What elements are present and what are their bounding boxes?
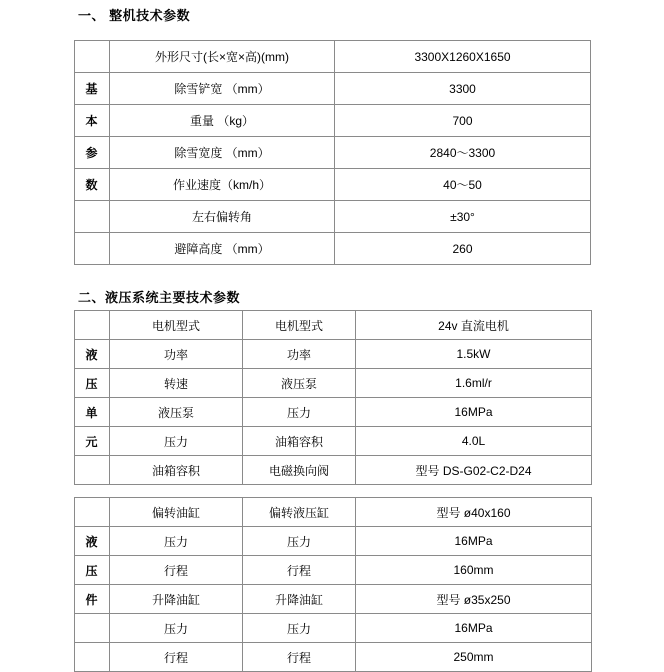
parameter-value-cell: 3300X1260X1650 [335, 41, 591, 73]
table-row [75, 201, 591, 233]
component-cell: 转速 [110, 369, 243, 398]
row-label-cell: 单 [75, 398, 110, 427]
row-label-cell [75, 311, 110, 340]
table-row [75, 398, 592, 427]
row-label-cell: 数 [75, 169, 110, 201]
parameter-value-cell: 型号 ø35x250 [356, 585, 592, 614]
table-row [75, 427, 592, 456]
parameter-name-cell: 升降油缸 [243, 585, 356, 614]
parameter-value-cell: 24v 直流电机 [356, 311, 592, 340]
parameter-name-cell: 左右偏转角 [110, 201, 335, 233]
parameter-value-cell: 型号 ø40x160 [356, 498, 592, 527]
table-row [75, 169, 591, 201]
parameter-name-cell: 避障高度 （mm） [110, 233, 335, 265]
component-cell: 行程 [110, 643, 243, 672]
table-row [75, 585, 592, 614]
row-label-cell: 件 [75, 585, 110, 614]
spacer-cell [356, 485, 592, 498]
parameter-name-cell: 除雪宽度 （mm） [110, 137, 335, 169]
row-label-cell [75, 498, 110, 527]
parameter-name-cell: 偏转液压缸 [243, 498, 356, 527]
parameter-value-cell: 160mm [356, 556, 592, 585]
parameter-value-cell: 3300 [335, 73, 591, 105]
component-cell: 压力 [110, 427, 243, 456]
row-label-cell [75, 614, 110, 643]
table-row [75, 105, 591, 137]
parameter-value-cell: 型号 DS-G02-C2-D24 [356, 456, 592, 485]
spacer-cell [75, 485, 110, 498]
row-label-cell: 基 [75, 73, 110, 105]
hydraulic-parameters-table [74, 310, 592, 672]
table-row [75, 340, 592, 369]
parameter-value-cell: 250mm [356, 643, 592, 672]
table-row [75, 311, 592, 340]
table-row [75, 456, 592, 485]
parameter-value-cell: 16MPa [356, 527, 592, 556]
parameter-name-cell: 压力 [243, 614, 356, 643]
spacer-cell [243, 485, 356, 498]
component-cell: 行程 [110, 556, 243, 585]
parameter-name-cell: 压力 [243, 398, 356, 427]
row-label-cell: 元 [75, 427, 110, 456]
table-row [75, 41, 591, 73]
table-row [75, 556, 592, 585]
table-row [75, 137, 591, 169]
table-row [75, 643, 592, 672]
parameter-value-cell: 4.0L [356, 427, 592, 456]
parameter-value-cell: 2840～3300 [335, 137, 591, 169]
table-row [75, 369, 592, 398]
row-label-cell [75, 41, 110, 73]
parameter-value-cell: 40～50 [335, 169, 591, 201]
parameter-name-cell: 重量 （kg） [110, 105, 335, 137]
component-cell: 偏转油缸 [110, 498, 243, 527]
parameter-name-cell: 行程 [243, 556, 356, 585]
parameter-value-cell: 16MPa [356, 398, 592, 427]
row-label-cell: 压 [75, 369, 110, 398]
row-label-cell: 液 [75, 527, 110, 556]
table-group-spacer [75, 485, 592, 498]
spacer-cell [110, 485, 243, 498]
component-cell: 压力 [110, 527, 243, 556]
parameter-name-cell: 除雪铲宽 （mm） [110, 73, 335, 105]
parameter-name-cell: 电机型式 [243, 311, 356, 340]
row-label-cell: 液 [75, 340, 110, 369]
parameter-value-cell: 260 [335, 233, 591, 265]
parameter-name-cell: 电磁换向阀 [243, 456, 356, 485]
parameter-value-cell: 1.5kW [356, 340, 592, 369]
section-heading-2: 二、液压系统主要技术参数 [78, 290, 241, 305]
parameter-value-cell: 16MPa [356, 614, 592, 643]
table-row [75, 527, 592, 556]
parameter-name-cell: 功率 [243, 340, 356, 369]
component-cell: 压力 [110, 614, 243, 643]
row-label-cell [75, 233, 110, 265]
row-label-cell: 参 [75, 137, 110, 169]
parameter-name-cell: 外形尺寸(长×宽×高)(mm) [110, 41, 335, 73]
component-cell: 升降油缸 [110, 585, 243, 614]
parameter-name-cell: 作业速度（km/h） [110, 169, 335, 201]
parameter-value-cell: ±30° [335, 201, 591, 233]
parameter-value-cell: 700 [335, 105, 591, 137]
parameter-value-cell: 1.6ml/r [356, 369, 592, 398]
row-label-cell [75, 201, 110, 233]
basic-parameters-table [74, 40, 591, 265]
table-row [75, 233, 591, 265]
table-row [75, 614, 592, 643]
component-cell: 油箱容积 [110, 456, 243, 485]
row-label-cell: 压 [75, 556, 110, 585]
component-cell: 电机型式 [110, 311, 243, 340]
section-heading-1: 一、 整机技术参数 [78, 8, 191, 23]
component-cell: 功率 [110, 340, 243, 369]
row-label-cell: 本 [75, 105, 110, 137]
table-row [75, 73, 591, 105]
parameter-name-cell: 压力 [243, 527, 356, 556]
component-cell: 液压泵 [110, 398, 243, 427]
parameter-name-cell: 行程 [243, 643, 356, 672]
row-label-cell [75, 643, 110, 672]
table-row [75, 498, 592, 527]
row-label-cell [75, 456, 110, 485]
parameter-name-cell: 液压泵 [243, 369, 356, 398]
parameter-name-cell: 油箱容积 [243, 427, 356, 456]
